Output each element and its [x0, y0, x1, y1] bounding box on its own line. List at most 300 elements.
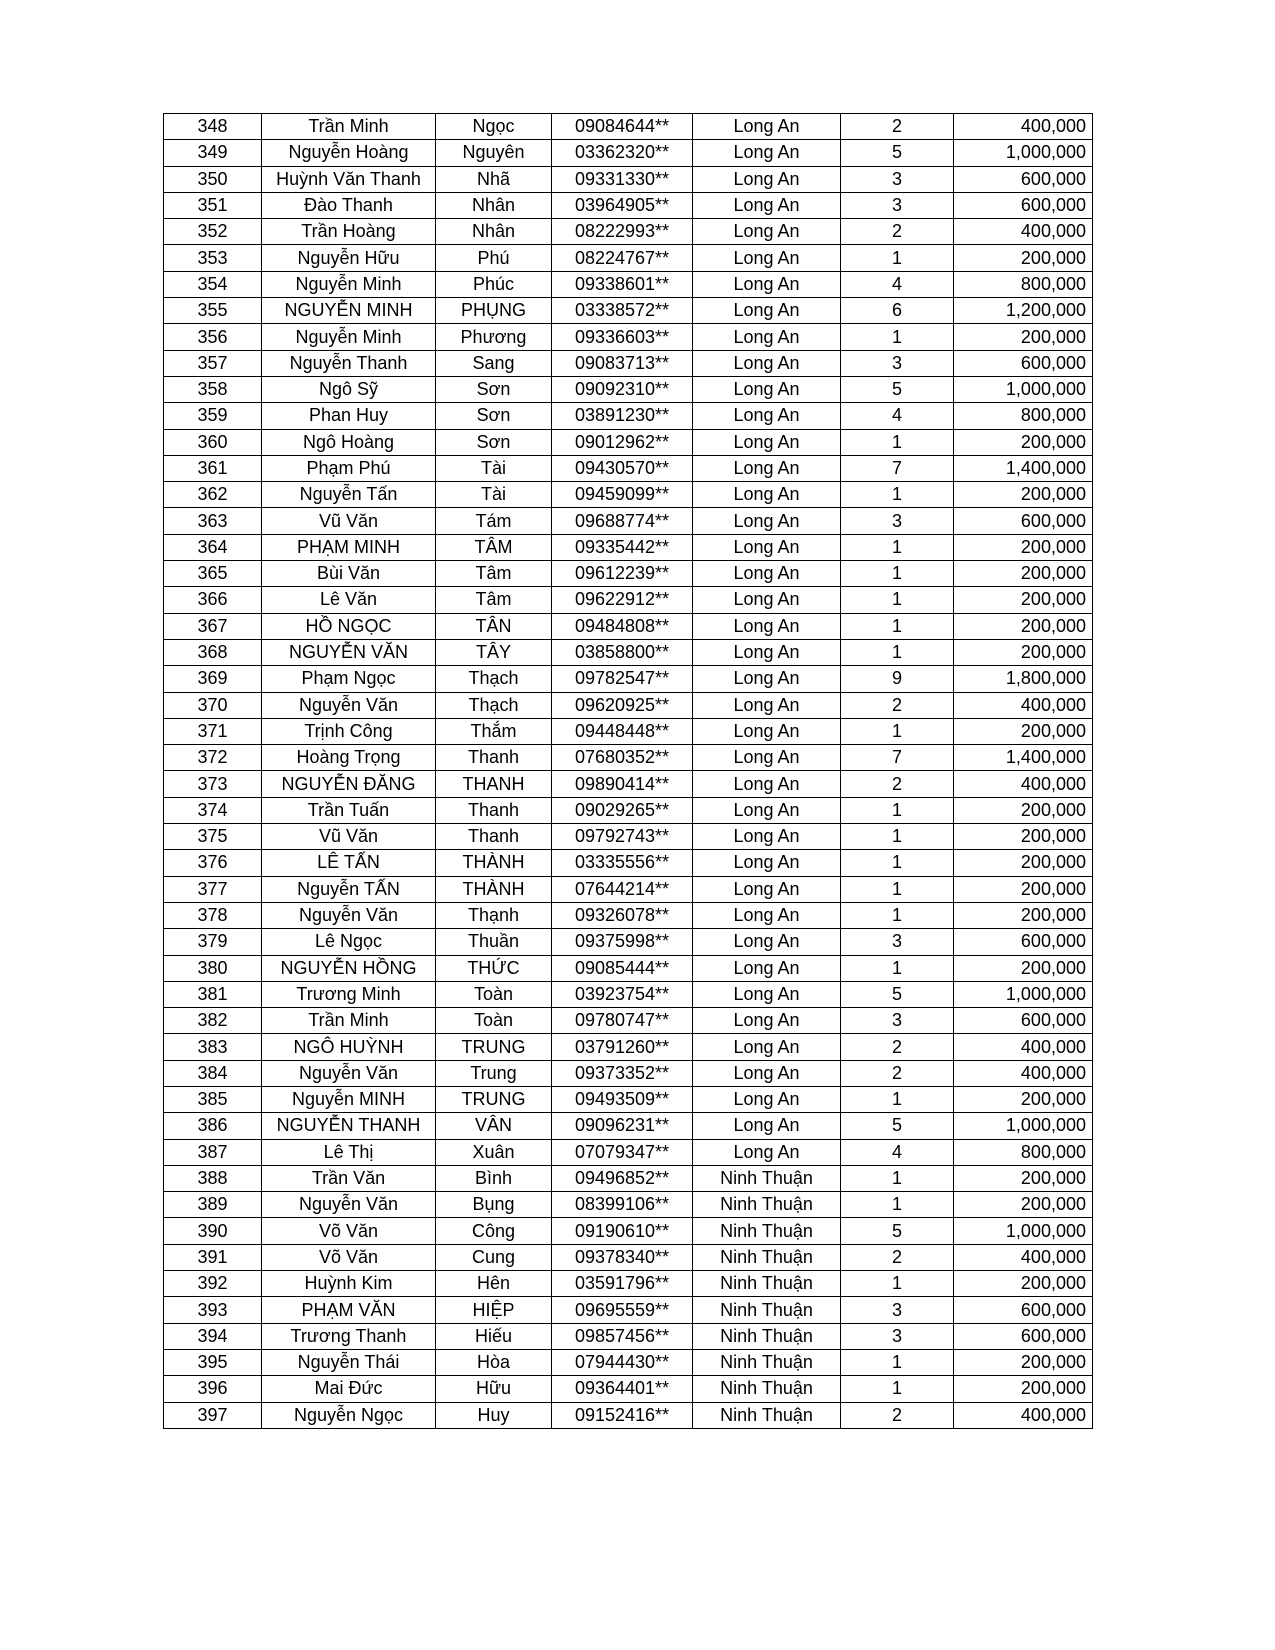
- province-cell: Long An: [693, 1086, 841, 1112]
- amount-cell: 1,000,000: [954, 1113, 1093, 1139]
- province-cell: Ninh Thuận: [693, 1323, 841, 1349]
- family-name-cell: Trần Tuấn: [262, 797, 436, 823]
- phone-cell: 03858800**: [552, 639, 693, 665]
- province-cell: Long An: [693, 797, 841, 823]
- family-name-cell: Nguyễn Văn: [262, 692, 436, 718]
- quantity-cell: 3: [841, 166, 954, 192]
- quantity-cell: 1: [841, 639, 954, 665]
- row-number-cell: 351: [164, 192, 262, 218]
- amount-cell: 400,000: [954, 1034, 1093, 1060]
- province-cell: Ninh Thuận: [693, 1376, 841, 1402]
- province-cell: Long An: [693, 824, 841, 850]
- family-name-cell: Lê Ngọc: [262, 929, 436, 955]
- amount-cell: 200,000: [954, 324, 1093, 350]
- family-name-cell: Vũ Văn: [262, 824, 436, 850]
- phone-cell: 03362320**: [552, 140, 693, 166]
- row-number-cell: 369: [164, 666, 262, 692]
- phone-cell: 07944430**: [552, 1349, 693, 1375]
- family-name-cell: Nguyễn Tấn: [262, 482, 436, 508]
- table-row: [164, 797, 1093, 823]
- row-number-cell: 395: [164, 1349, 262, 1375]
- province-cell: Long An: [693, 692, 841, 718]
- row-number-cell: 349: [164, 140, 262, 166]
- given-name-cell: Toàn: [436, 981, 552, 1007]
- row-number-cell: 377: [164, 876, 262, 902]
- quantity-cell: 1: [841, 534, 954, 560]
- table-row: [164, 1376, 1093, 1402]
- table-row: [164, 324, 1093, 350]
- quantity-cell: 1: [841, 1271, 954, 1297]
- phone-cell: 09085444**: [552, 955, 693, 981]
- row-number-cell: 375: [164, 824, 262, 850]
- amount-cell: 600,000: [954, 508, 1093, 534]
- family-name-cell: Nguyễn Hữu: [262, 245, 436, 271]
- quantity-cell: 4: [841, 1139, 954, 1165]
- table-row: [164, 692, 1093, 718]
- province-cell: Long An: [693, 324, 841, 350]
- amount-cell: 200,000: [954, 1376, 1093, 1402]
- amount-cell: 200,000: [954, 824, 1093, 850]
- table-row: [164, 981, 1093, 1007]
- table-row: [164, 771, 1093, 797]
- amount-cell: 200,000: [954, 482, 1093, 508]
- phone-cell: 09092310**: [552, 376, 693, 402]
- table-row: [164, 929, 1093, 955]
- amount-cell: 400,000: [954, 1244, 1093, 1270]
- quantity-cell: 1: [841, 718, 954, 744]
- phone-cell: 07079347**: [552, 1139, 693, 1165]
- family-name-cell: Phạm Ngọc: [262, 666, 436, 692]
- row-number-cell: 393: [164, 1297, 262, 1323]
- quantity-cell: 5: [841, 376, 954, 402]
- family-name-cell: Trịnh Công: [262, 718, 436, 744]
- phone-cell: 03923754**: [552, 981, 693, 1007]
- quantity-cell: 3: [841, 1323, 954, 1349]
- quantity-cell: 1: [841, 1349, 954, 1375]
- amount-cell: 600,000: [954, 1323, 1093, 1349]
- family-name-cell: Ngô Hoàng: [262, 429, 436, 455]
- amount-cell: 200,000: [954, 955, 1093, 981]
- amount-cell: 200,000: [954, 245, 1093, 271]
- given-name-cell: Tài: [436, 482, 552, 508]
- province-cell: Long An: [693, 745, 841, 771]
- province-cell: Ninh Thuận: [693, 1244, 841, 1270]
- amount-cell: 200,000: [954, 1165, 1093, 1191]
- quantity-cell: 1: [841, 850, 954, 876]
- phone-cell: 09688774**: [552, 508, 693, 534]
- phone-cell: 09430570**: [552, 455, 693, 481]
- phone-cell: 09338601**: [552, 271, 693, 297]
- table-row: [164, 429, 1093, 455]
- province-cell: Ninh Thuận: [693, 1297, 841, 1323]
- table-row: [164, 1349, 1093, 1375]
- row-number-cell: 392: [164, 1271, 262, 1297]
- row-number-cell: 352: [164, 219, 262, 245]
- quantity-cell: 3: [841, 350, 954, 376]
- phone-cell: 03891230**: [552, 403, 693, 429]
- family-name-cell: Võ Văn: [262, 1218, 436, 1244]
- amount-cell: 1,200,000: [954, 298, 1093, 324]
- quantity-cell: 2: [841, 1060, 954, 1086]
- family-name-cell: Võ Văn: [262, 1244, 436, 1270]
- amount-cell: 1,000,000: [954, 376, 1093, 402]
- quantity-cell: 5: [841, 1113, 954, 1139]
- family-name-cell: Vũ Văn: [262, 508, 436, 534]
- amount-cell: 1,400,000: [954, 455, 1093, 481]
- phone-cell: 09012962**: [552, 429, 693, 455]
- given-name-cell: Huy: [436, 1402, 552, 1428]
- row-number-cell: 363: [164, 508, 262, 534]
- quantity-cell: 1: [841, 1376, 954, 1402]
- given-name-cell: Sơn: [436, 429, 552, 455]
- province-cell: Long An: [693, 192, 841, 218]
- given-name-cell: Nhân: [436, 219, 552, 245]
- quantity-cell: 1: [841, 902, 954, 928]
- table-row: [164, 192, 1093, 218]
- table-row: [164, 1244, 1093, 1270]
- family-name-cell: NGUYỄN THANH: [262, 1113, 436, 1139]
- table-row: [164, 219, 1093, 245]
- quantity-cell: 3: [841, 1297, 954, 1323]
- given-name-cell: Thạch: [436, 692, 552, 718]
- province-cell: Long An: [693, 140, 841, 166]
- phone-cell: 03335556**: [552, 850, 693, 876]
- phone-cell: 09190610**: [552, 1218, 693, 1244]
- quantity-cell: 1: [841, 613, 954, 639]
- province-cell: Ninh Thuận: [693, 1271, 841, 1297]
- province-cell: Long An: [693, 245, 841, 271]
- given-name-cell: Hữu: [436, 1376, 552, 1402]
- province-cell: Long An: [693, 1060, 841, 1086]
- row-number-cell: 386: [164, 1113, 262, 1139]
- quantity-cell: 1: [841, 955, 954, 981]
- family-name-cell: Nguyễn Thanh: [262, 350, 436, 376]
- given-name-cell: Phúc: [436, 271, 552, 297]
- province-cell: Long An: [693, 771, 841, 797]
- quantity-cell: 4: [841, 271, 954, 297]
- phone-cell: 09096231**: [552, 1113, 693, 1139]
- phone-cell: 09890414**: [552, 771, 693, 797]
- row-number-cell: 372: [164, 745, 262, 771]
- family-name-cell: NGÔ HUỲNH: [262, 1034, 436, 1060]
- quantity-cell: 2: [841, 219, 954, 245]
- given-name-cell: THANH: [436, 771, 552, 797]
- table-row: [164, 955, 1093, 981]
- amount-cell: 200,000: [954, 718, 1093, 744]
- table-row: [164, 718, 1093, 744]
- amount-cell: 1,000,000: [954, 981, 1093, 1007]
- amount-cell: 600,000: [954, 929, 1093, 955]
- family-name-cell: Mai Đức: [262, 1376, 436, 1402]
- province-cell: Long An: [693, 613, 841, 639]
- row-number-cell: 358: [164, 376, 262, 402]
- amount-cell: 600,000: [954, 350, 1093, 376]
- quantity-cell: 1: [841, 1165, 954, 1191]
- province-cell: Long An: [693, 403, 841, 429]
- given-name-cell: Nguyên: [436, 140, 552, 166]
- given-name-cell: Sơn: [436, 403, 552, 429]
- amount-cell: 200,000: [954, 902, 1093, 928]
- amount-cell: 200,000: [954, 876, 1093, 902]
- records-table-body: [164, 114, 1093, 1429]
- province-cell: Long An: [693, 508, 841, 534]
- row-number-cell: 381: [164, 981, 262, 1007]
- amount-cell: 800,000: [954, 403, 1093, 429]
- amount-cell: 200,000: [954, 797, 1093, 823]
- given-name-cell: TRUNG: [436, 1086, 552, 1112]
- phone-cell: 08222993**: [552, 219, 693, 245]
- province-cell: Long An: [693, 639, 841, 665]
- row-number-cell: 374: [164, 797, 262, 823]
- province-cell: Ninh Thuận: [693, 1402, 841, 1428]
- phone-cell: 09484808**: [552, 613, 693, 639]
- phone-cell: 09364401**: [552, 1376, 693, 1402]
- family-name-cell: Trương Thanh: [262, 1323, 436, 1349]
- province-cell: Ninh Thuận: [693, 1218, 841, 1244]
- amount-cell: 400,000: [954, 219, 1093, 245]
- row-number-cell: 365: [164, 561, 262, 587]
- province-cell: Long An: [693, 1008, 841, 1034]
- province-cell: Long An: [693, 981, 841, 1007]
- phone-cell: 09857456**: [552, 1323, 693, 1349]
- given-name-cell: THÀNH: [436, 876, 552, 902]
- row-number-cell: 360: [164, 429, 262, 455]
- given-name-cell: Cung: [436, 1244, 552, 1270]
- province-cell: Long An: [693, 666, 841, 692]
- family-name-cell: Lê Văn: [262, 587, 436, 613]
- phone-cell: 09792743**: [552, 824, 693, 850]
- province-cell: Long An: [693, 298, 841, 324]
- given-name-cell: Công: [436, 1218, 552, 1244]
- phone-cell: 09152416**: [552, 1402, 693, 1428]
- given-name-cell: Hòa: [436, 1349, 552, 1375]
- province-cell: Long An: [693, 271, 841, 297]
- quantity-cell: 5: [841, 140, 954, 166]
- amount-cell: 800,000: [954, 1139, 1093, 1165]
- given-name-cell: HIỆP: [436, 1297, 552, 1323]
- table-row: [164, 1271, 1093, 1297]
- family-name-cell: Trần Văn: [262, 1165, 436, 1191]
- phone-cell: 09459099**: [552, 482, 693, 508]
- row-number-cell: 364: [164, 534, 262, 560]
- phone-cell: 09083713**: [552, 350, 693, 376]
- family-name-cell: Lê Thị: [262, 1139, 436, 1165]
- province-cell: Long An: [693, 219, 841, 245]
- row-number-cell: 354: [164, 271, 262, 297]
- row-number-cell: 355: [164, 298, 262, 324]
- records-table: [163, 113, 1093, 1429]
- given-name-cell: Nhã: [436, 166, 552, 192]
- given-name-cell: Hên: [436, 1271, 552, 1297]
- family-name-cell: Trương Minh: [262, 981, 436, 1007]
- amount-cell: 400,000: [954, 114, 1093, 140]
- phone-cell: 09335442**: [552, 534, 693, 560]
- given-name-cell: TRUNG: [436, 1034, 552, 1060]
- family-name-cell: Nguyễn Hoàng: [262, 140, 436, 166]
- family-name-cell: LÊ TẤN: [262, 850, 436, 876]
- row-number-cell: 362: [164, 482, 262, 508]
- province-cell: Long An: [693, 482, 841, 508]
- table-row: [164, 376, 1093, 402]
- row-number-cell: 396: [164, 1376, 262, 1402]
- quantity-cell: 7: [841, 455, 954, 481]
- table-row: [164, 140, 1093, 166]
- family-name-cell: Trần Hoàng: [262, 219, 436, 245]
- quantity-cell: 2: [841, 692, 954, 718]
- province-cell: Long An: [693, 455, 841, 481]
- table-row: [164, 666, 1093, 692]
- quantity-cell: 1: [841, 876, 954, 902]
- phone-cell: 08399106**: [552, 1192, 693, 1218]
- phone-cell: 09448448**: [552, 718, 693, 744]
- phone-cell: 03791260**: [552, 1034, 693, 1060]
- row-number-cell: 391: [164, 1244, 262, 1270]
- phone-cell: 03964905**: [552, 192, 693, 218]
- row-number-cell: 397: [164, 1402, 262, 1428]
- quantity-cell: 1: [841, 561, 954, 587]
- table-row: [164, 455, 1093, 481]
- phone-cell: 09336603**: [552, 324, 693, 350]
- quantity-cell: 1: [841, 824, 954, 850]
- family-name-cell: Đào Thanh: [262, 192, 436, 218]
- phone-cell: 08224767**: [552, 245, 693, 271]
- given-name-cell: Thạch: [436, 666, 552, 692]
- quantity-cell: 1: [841, 429, 954, 455]
- province-cell: Long An: [693, 587, 841, 613]
- province-cell: Long An: [693, 1113, 841, 1139]
- row-number-cell: 366: [164, 587, 262, 613]
- province-cell: Ninh Thuận: [693, 1192, 841, 1218]
- province-cell: Long An: [693, 114, 841, 140]
- given-name-cell: Trung: [436, 1060, 552, 1086]
- province-cell: Long An: [693, 534, 841, 560]
- row-number-cell: 383: [164, 1034, 262, 1060]
- family-name-cell: NGUYỄN HỒNG: [262, 955, 436, 981]
- quantity-cell: 1: [841, 482, 954, 508]
- family-name-cell: Trần Minh: [262, 1008, 436, 1034]
- quantity-cell: 3: [841, 1008, 954, 1034]
- amount-cell: 200,000: [954, 1271, 1093, 1297]
- given-name-cell: Xuân: [436, 1139, 552, 1165]
- row-number-cell: 382: [164, 1008, 262, 1034]
- given-name-cell: THỨC: [436, 955, 552, 981]
- phone-cell: 09695559**: [552, 1297, 693, 1323]
- given-name-cell: Thanh: [436, 745, 552, 771]
- quantity-cell: 3: [841, 192, 954, 218]
- phone-cell: 09331330**: [552, 166, 693, 192]
- phone-cell: 09375998**: [552, 929, 693, 955]
- family-name-cell: Phạm Phú: [262, 455, 436, 481]
- province-cell: Ninh Thuận: [693, 1165, 841, 1191]
- family-name-cell: Nguyễn Văn: [262, 1192, 436, 1218]
- family-name-cell: HỒ NGỌC: [262, 613, 436, 639]
- row-number-cell: 390: [164, 1218, 262, 1244]
- quantity-cell: 1: [841, 587, 954, 613]
- family-name-cell: Nguyễn Văn: [262, 902, 436, 928]
- quantity-cell: 2: [841, 1402, 954, 1428]
- row-number-cell: 388: [164, 1165, 262, 1191]
- quantity-cell: 1: [841, 797, 954, 823]
- table-row: [164, 403, 1093, 429]
- row-number-cell: 394: [164, 1323, 262, 1349]
- given-name-cell: PHỤNG: [436, 298, 552, 324]
- quantity-cell: 3: [841, 508, 954, 534]
- phone-cell: 09782547**: [552, 666, 693, 692]
- province-cell: Long An: [693, 955, 841, 981]
- table-row: [164, 114, 1093, 140]
- table-row: [164, 561, 1093, 587]
- quantity-cell: 4: [841, 403, 954, 429]
- table-row: [164, 1297, 1093, 1323]
- given-name-cell: Bình: [436, 1165, 552, 1191]
- amount-cell: 200,000: [954, 850, 1093, 876]
- row-number-cell: 368: [164, 639, 262, 665]
- province-cell: Long An: [693, 429, 841, 455]
- table-row: [164, 482, 1093, 508]
- province-cell: Long An: [693, 350, 841, 376]
- phone-cell: 09612239**: [552, 561, 693, 587]
- given-name-cell: Thanh: [436, 824, 552, 850]
- quantity-cell: 5: [841, 981, 954, 1007]
- given-name-cell: Sơn: [436, 376, 552, 402]
- amount-cell: 200,000: [954, 639, 1093, 665]
- family-name-cell: NGUYỄN ĐĂNG: [262, 771, 436, 797]
- table-row: [164, 1008, 1093, 1034]
- family-name-cell: Bùi Văn: [262, 561, 436, 587]
- table-row: [164, 824, 1093, 850]
- phone-cell: 09378340**: [552, 1244, 693, 1270]
- given-name-cell: Tám: [436, 508, 552, 534]
- phone-cell: 07680352**: [552, 745, 693, 771]
- phone-cell: 03591796**: [552, 1271, 693, 1297]
- quantity-cell: 1: [841, 1192, 954, 1218]
- phone-cell: 09373352**: [552, 1060, 693, 1086]
- row-number-cell: 348: [164, 114, 262, 140]
- family-name-cell: NGUYỄN MINH: [262, 298, 436, 324]
- quantity-cell: 2: [841, 1034, 954, 1060]
- amount-cell: 200,000: [954, 429, 1093, 455]
- quantity-cell: 3: [841, 929, 954, 955]
- phone-cell: 07644214**: [552, 876, 693, 902]
- given-name-cell: Phú: [436, 245, 552, 271]
- given-name-cell: Ngọc: [436, 114, 552, 140]
- province-cell: Long An: [693, 561, 841, 587]
- family-name-cell: Phan Huy: [262, 403, 436, 429]
- given-name-cell: Sang: [436, 350, 552, 376]
- table-row: [164, 350, 1093, 376]
- phone-cell: 09493509**: [552, 1086, 693, 1112]
- amount-cell: 200,000: [954, 613, 1093, 639]
- given-name-cell: THÀNH: [436, 850, 552, 876]
- given-name-cell: Hiếu: [436, 1323, 552, 1349]
- table-row: [164, 1060, 1093, 1086]
- amount-cell: 1,000,000: [954, 1218, 1093, 1244]
- table-row: [164, 245, 1093, 271]
- given-name-cell: Thanh: [436, 797, 552, 823]
- table-row: [164, 639, 1093, 665]
- phone-cell: 09084644**: [552, 114, 693, 140]
- amount-cell: 1,800,000: [954, 666, 1093, 692]
- row-number-cell: 378: [164, 902, 262, 928]
- phone-cell: 09029265**: [552, 797, 693, 823]
- amount-cell: 400,000: [954, 692, 1093, 718]
- quantity-cell: 9: [841, 666, 954, 692]
- phone-cell: 09620925**: [552, 692, 693, 718]
- row-number-cell: 367: [164, 613, 262, 639]
- given-name-cell: Thuần: [436, 929, 552, 955]
- table-row: [164, 1139, 1093, 1165]
- amount-cell: 400,000: [954, 771, 1093, 797]
